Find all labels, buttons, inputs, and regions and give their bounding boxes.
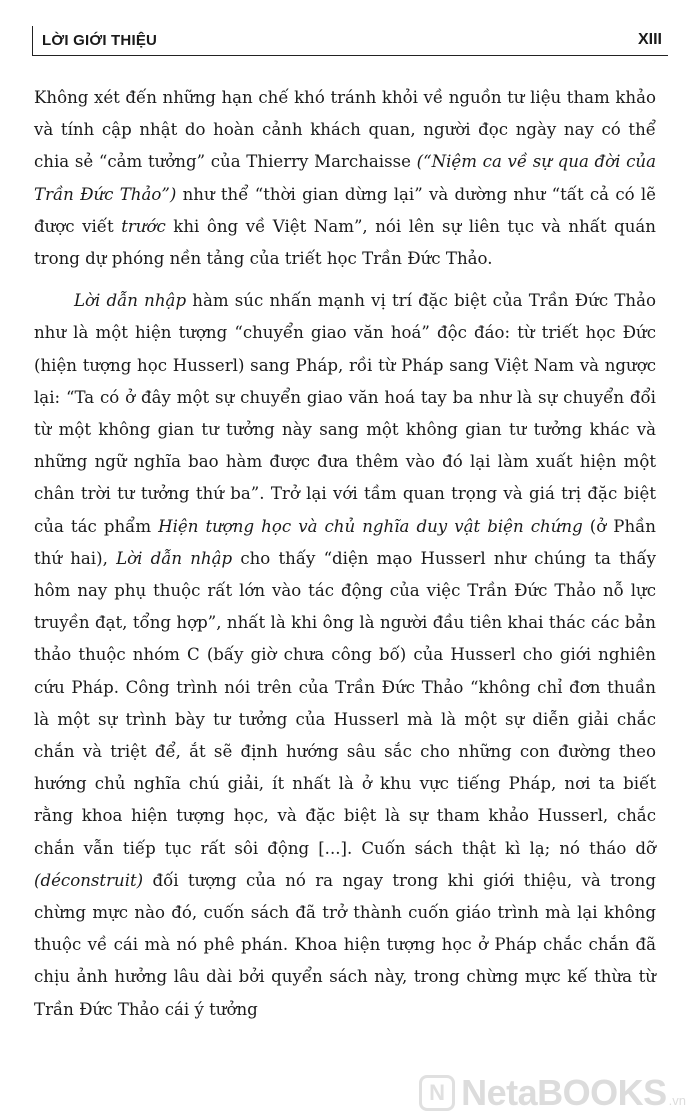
- italic-run: Hiện tượng học và chủ nghĩa duy vật biện chứng: [158, 516, 583, 536]
- paragraph: [34, 82, 656, 275]
- text-run: Không xét đến những hạn chế khó tránh khỏi về nguồn tư liệu tham khảo và tính cập nhật do hoàn cảnh khách quan, người đọc ngày nay có thể chia sẻ “cảm tưởng” của Thierry Marchaisse: [34, 88, 656, 172]
- running-header: [32, 26, 668, 56]
- netabooks-watermark: [419, 1072, 686, 1114]
- section-title: LỜI GIỚI THIỆU: [42, 32, 158, 49]
- netabooks-logo-icon: N: [419, 1075, 455, 1111]
- page-number: XIII: [637, 31, 662, 48]
- italic-run: Lời dẫn nhập: [74, 291, 187, 311]
- text-run: như thể “thời gian dừng lại” và dường như “tất cả có lẽ được viết: [34, 184, 656, 236]
- text-run: (ở Phần thứ hai),: [34, 516, 656, 568]
- italic-run: Lời dẫn nhập: [116, 548, 233, 568]
- text-run: cho thấy “diện mạo Husserl như chúng ta thấy hôm nay phụ thuộc rất lớn vào tác động của việc Trần Đức Thảo nỗ lực truyền đạt, tổng hợp”, nhất là khi ông là người đầu tiên khai thác các bản thảo thuộc nhóm C (bấy giờ chưa công bố) của Husserl cho giới nghiên cứu Pháp. Công trình nói trên của Trần Đức Thảo “không chỉ đơn thuần là một sự trình bày tư tưởng của Husserl mà là một sự diễn giải chắc chắn và triệt để, ắt sẽ định hướng sâu sắc cho những con đường theo hướng chủ nghĩa chú giải, ít nhất là ở khu vực tiếng Pháp, nơi ta biết rằng khoa hiện tượng học, và đặc biệt là sự tham khảo Husserl, chắc chắn vẫn tiếp tục rất sôi động [...]. Cuốn sách thật kì lạ; nó tháo dỡ: [34, 548, 656, 858]
- italic-run: (déconstruit): [34, 870, 144, 890]
- italic-run: (“Niệm ca về sự qua đời của Trần Đức Thảo”): [34, 152, 656, 204]
- header-frame-bottom-rule: [32, 55, 668, 56]
- watermark-brand: NetaBOOKS: [461, 1072, 667, 1113]
- italic-run: trước: [121, 216, 166, 236]
- text-run: khi ông về Việt Nam”, nói lên sự liên tục và nhất quán trong dự phóng nền tảng của triết học Trần Đức Thảo.: [34, 216, 656, 269]
- body-text: [34, 82, 656, 1036]
- watermark-domain-suffix: .vn: [668, 1093, 686, 1108]
- text-run: hàm súc nhấn mạnh vị trí đặc biệt của Trần Đức Thảo như là một hiện tượng “chuyển giao văn hoá” độc đáo: từ triết học Đức (hiện tượng học Husserl) sang Pháp, rồi từ Pháp sang Việt Nam và ngược lại: “Ta có ở đây một sự chuyển giao văn hoá tay ba như là sự chuyển đổi từ một không gian tư tưởng này sang một không gian tư tưởng khác và những ngữ nghĩa bao hàm được đưa thêm vào đó lại làm xuất hiện một chân trời tư tưởng thứ ba”. Trở lại với tầm quan trọng và giá trị đặc biệt của tác phẩm: [34, 291, 656, 536]
- header-frame-left-rule: [32, 26, 33, 56]
- text-run: đối tượng của nó ra ngay trong khi giới thiệu, và trong chừng mực nào đó, cuốn sách đã trở thành cuốn giáo trình mà lại không thuộc về cái mà nó phê phán. Khoa hiện tượng học ở Pháp chắc chắn đã chịu ảnh hưởng lâu dài bởi quyển sách này, trong chừng mực kế thừa từ Trần Đức Thảo cái ý tưởng: [34, 870, 656, 1019]
- paragraph: [34, 285, 656, 1026]
